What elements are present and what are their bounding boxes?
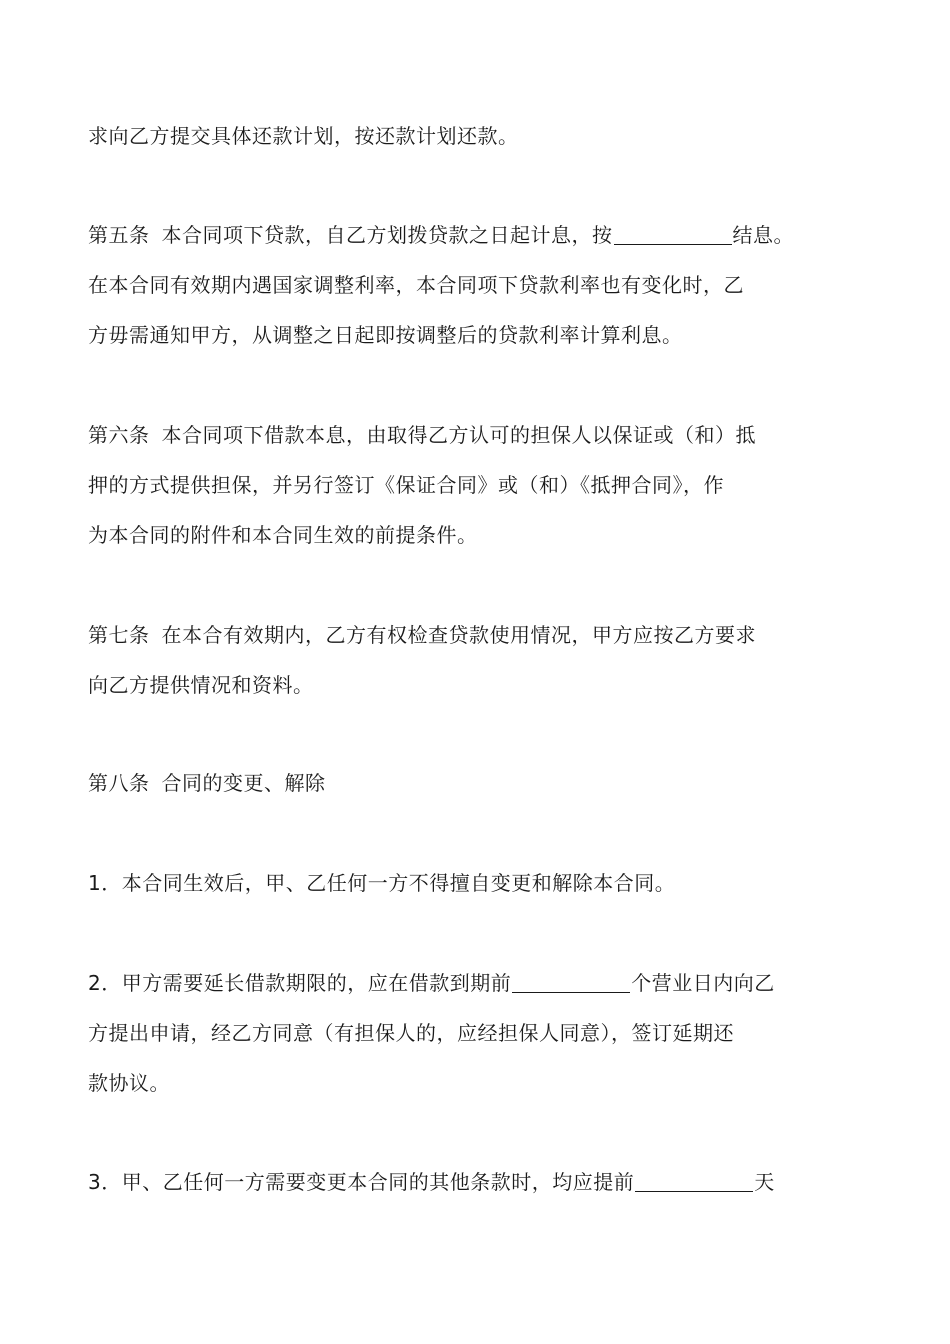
text-line: 方毋需通知甲方，从调整之日起即按调整后的贷款利率计算利息。 — [88, 323, 683, 347]
article-label: 第八条 — [88, 771, 150, 795]
article-7 — [88, 610, 878, 710]
text-line: 求向乙方提交具体还款计划，按还款计划还款。 — [88, 124, 519, 148]
text-segment: 本合同项下贷款，自乙方划拨贷款之日起计息，按 — [161, 223, 613, 247]
text-segment: 合同的变更、解除 — [161, 771, 326, 795]
text-segment: 在本合有效期内，乙方有权检查贷款使用情况，甲方应按乙方要求 — [161, 623, 756, 647]
article-label: 第五条 — [88, 223, 150, 247]
article-label: 第七条 — [88, 623, 150, 647]
text-line — [88, 958, 878, 1008]
fill-in-blank — [614, 224, 732, 245]
fill-in-blank — [635, 1171, 753, 1192]
text-line — [88, 610, 878, 660]
paragraph-continuation — [88, 111, 878, 161]
text-line: 向乙方提供情况和资料。 — [88, 673, 314, 697]
article-5 — [88, 210, 878, 360]
article-8 — [88, 758, 878, 808]
text-line: 在本合同有效期内遇国家调整利率，本合同项下贷款利率也有变化时，乙 — [88, 273, 744, 297]
article-label: 第六条 — [88, 423, 150, 447]
text-segment: 2．甲方需要延长借款期限的，应在借款到期前 — [88, 971, 512, 995]
text-segment: 个营业日内向乙 — [631, 971, 775, 995]
clause-item-3 — [88, 1157, 878, 1207]
text-line: 为本合同的附件和本合同生效的前提条件。 — [88, 523, 478, 547]
fill-in-blank — [512, 972, 630, 993]
text-line — [88, 758, 878, 808]
text-line — [88, 410, 878, 460]
text-segment: 天 — [754, 1170, 775, 1194]
text-line — [88, 1157, 878, 1207]
text-line: 押的方式提供担保，并另行签订《保证合同》或（和）《抵押合同》，作 — [88, 473, 724, 497]
text-segment: 结息。 — [732, 223, 794, 247]
text-line — [88, 210, 878, 260]
text-segment: 本合同项下借款本息，由取得乙方认可的担保人以保证或（和）抵 — [161, 423, 756, 447]
article-6 — [88, 410, 878, 560]
text-line: 1．本合同生效后，甲、乙任何一方不得擅自变更和解除本合同。 — [88, 871, 676, 895]
text-line: 款协议。 — [88, 1071, 170, 1095]
clause-item-2 — [88, 958, 878, 1108]
text-line: 方提出申请，经乙方同意（有担保人的，应经担保人同意），签订延期还 — [88, 1021, 734, 1045]
clause-item-1 — [88, 858, 878, 908]
text-segment: 3．甲、乙任何一方需要变更本合同的其他条款时，均应提前 — [88, 1170, 635, 1194]
